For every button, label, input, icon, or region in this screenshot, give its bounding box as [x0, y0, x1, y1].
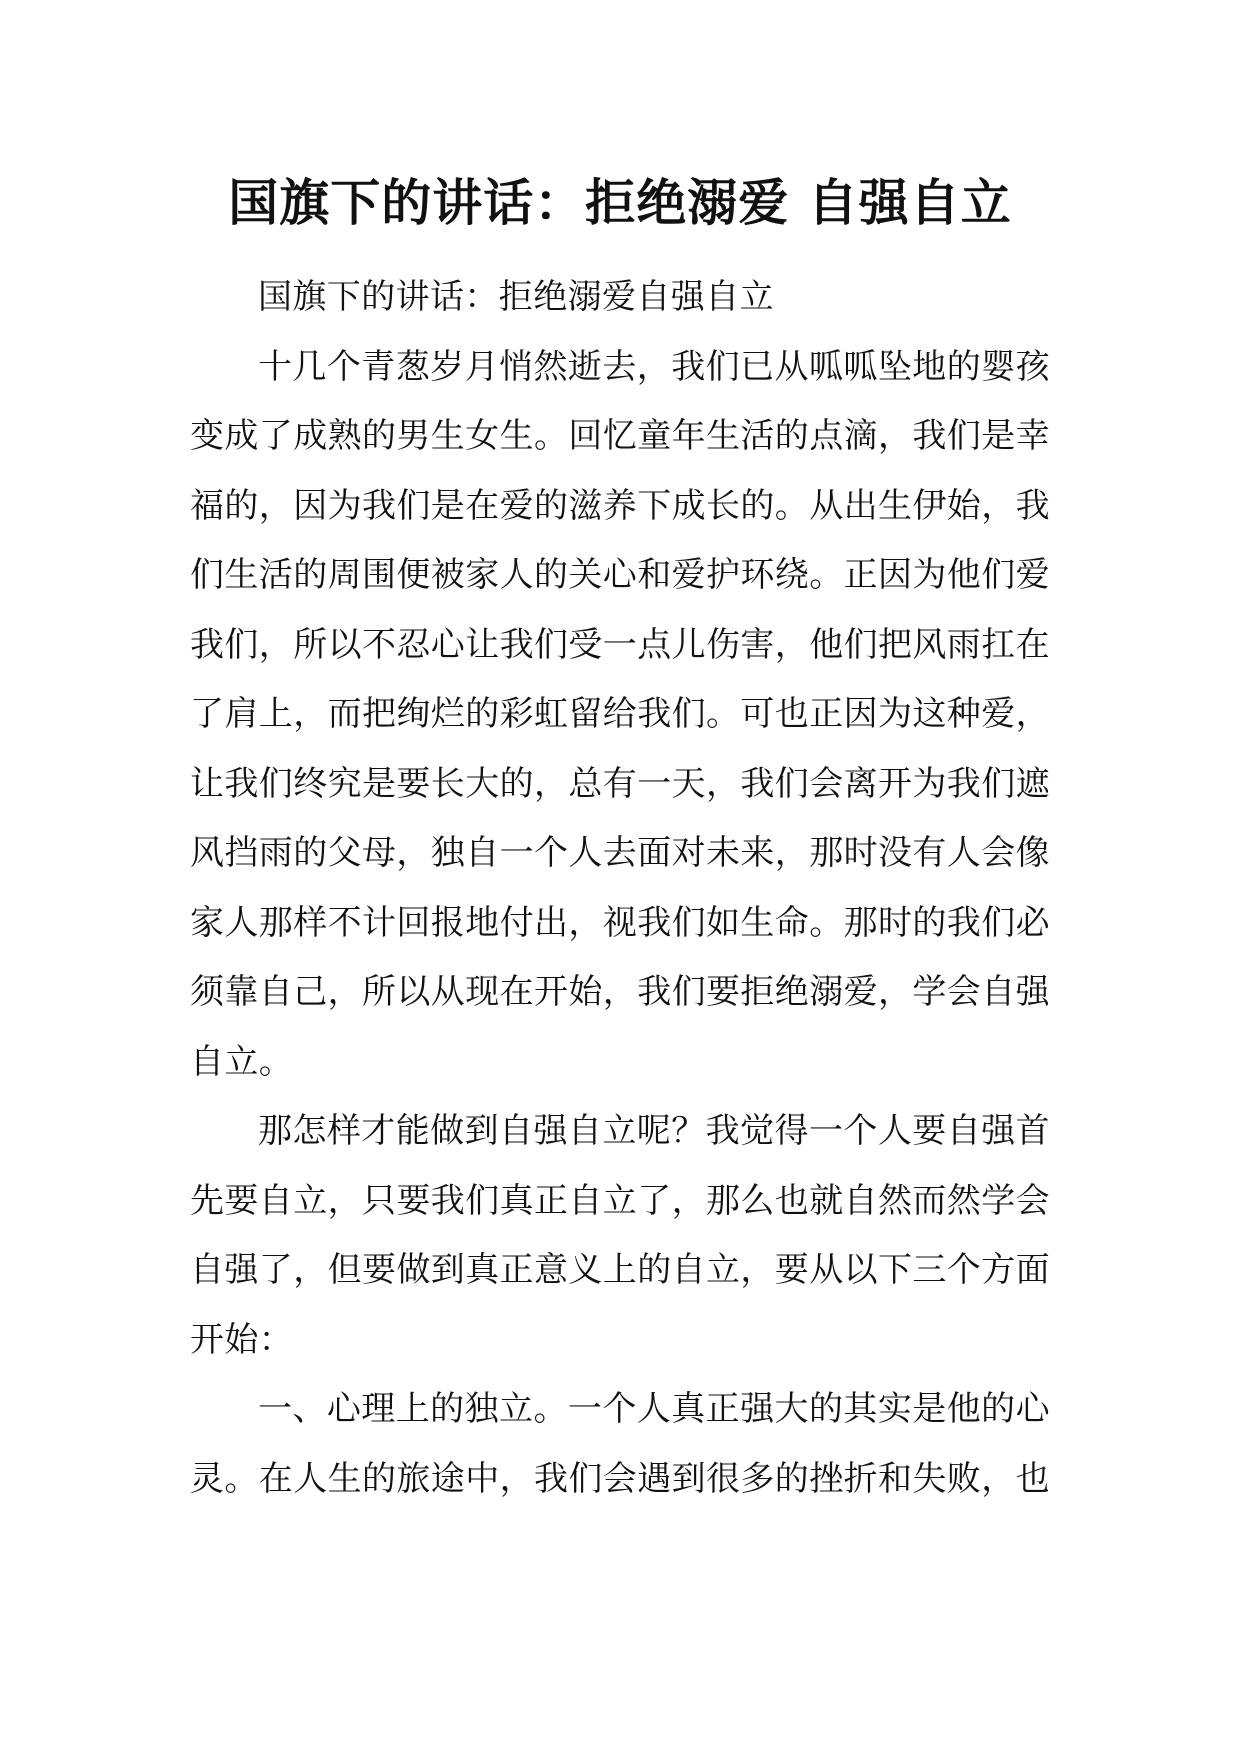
paragraph-3: 一、心理上的独立。一个人真正强大的其实是他的心灵。在人生的旅途中，我们会遇到很多的挫折和失败，也 [190, 1389, 1050, 1499]
paragraph-2: 那怎样才能做到自强自立呢？我觉得一个人要自强首先要自立，只要我们真正自立了，那么也就自然而然学会自强了，但要做到真正意义上的自立，要从以下三个方面开始： [190, 1111, 1050, 1360]
paragraph-1: 十几个青葱岁月悄然逝去，我们已从呱呱坠地的婴孩变成了成熟的男生女生。回忆童年生活的点滴，我们是幸福的，因为我们是在爱的滋养下成长的。从出生伊始，我们生活的周围便被家人的关心和爱护环绕。正因为他们爱我们，所以不忍心让我们受一点儿伤害，他们把风雨扛在了肩上，而把绚烂的彩虹留给我们。可也正因为这种爱，让我们终究是要长大的，总有一天，我们会离开为我们遮风挡雨的父母，独自一个人去面对未来，那时没有人会像家人那样不计回报地付出，视我们如生命。那时的我们必须靠自己，所以从现在开始，我们要拒绝溺爱，学会自强自立。 [190, 346, 1050, 1082]
document-body [190, 263, 1050, 1514]
document-title: 国旗下的讲话：拒绝溺爱 自强自立 [228, 174, 1012, 232]
paragraph-subtitle: 国旗下的讲话：拒绝溺爱自强自立 [258, 277, 774, 317]
